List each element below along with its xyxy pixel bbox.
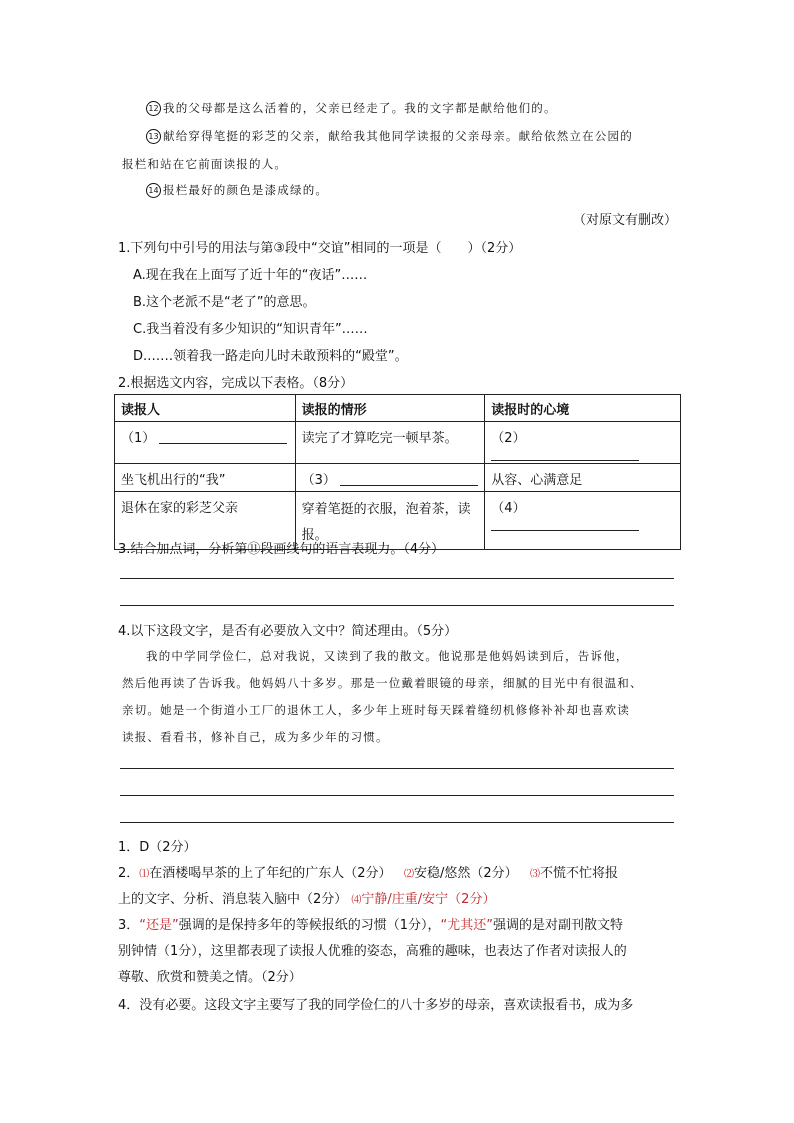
answer-line[interactable] xyxy=(120,795,674,796)
answer-marker: ⑷ xyxy=(351,895,362,906)
quoted-word: “尤其还” xyxy=(440,918,494,933)
circled-number: 12 xyxy=(146,101,161,116)
reading-table xyxy=(114,394,681,550)
question-4-passage-line: 我的中学同学俭仁，总对我说，又读到了我的散文。他说那是他妈妈读到后，告诉他， xyxy=(146,649,629,663)
answer-blank[interactable] xyxy=(491,516,639,531)
passage-paragraph-13: 13 献给穿得笔挺的彩芝的父亲，献给我其他同学读报的父亲母亲。献给依然立在公园的 xyxy=(146,128,633,144)
answer-1: 1．D（2分） xyxy=(118,840,197,855)
question-3-stem: 3.结合加点词，分析第⑪段画线句的语言表现力。（4分） xyxy=(118,542,445,557)
question-1-option-c: C.我当着没有多少知识的“知识青年”…… xyxy=(133,322,368,337)
answer-line[interactable] xyxy=(120,768,674,769)
circled-number: 13 xyxy=(146,129,161,144)
table-cell: 坐飞机出行的“我” xyxy=(115,464,296,492)
question-4-passage-line: 读报、看看书，修补自己，成为多少年的习惯。 xyxy=(122,730,389,744)
answer-3-line-1: 3．“还是”强调的是保持多年的等候报纸的习惯（1分），“尤其还”强调的是对副刊散文特 xyxy=(118,918,624,933)
answer-line[interactable] xyxy=(120,578,674,579)
answer-line[interactable] xyxy=(120,605,674,606)
table-header: 读报人 xyxy=(115,395,296,422)
question-2-stem: 2.根据选文内容，完成以下表格。（8分） xyxy=(118,376,354,391)
table-cell: （1） xyxy=(121,431,156,446)
answer-2-line-2: 上的文字、分析、消息装入脑中（2分） ⑷宁静/庄重/安宁（2分） xyxy=(118,892,496,907)
question-1-option-b: B.这个老派不是“老了”的意思。 xyxy=(133,295,316,310)
question-1-stem: 1.下列句中引号的用法与第③段中“交谊”相同的一项是（ ）（2分） xyxy=(118,241,522,256)
answer-marker: ⑵ xyxy=(403,869,414,880)
table-row xyxy=(115,422,681,464)
answer-line[interactable] xyxy=(120,822,674,823)
answer-3-line-3: 尊敬、欣赏和赞美之情。（2分） xyxy=(118,970,302,985)
table-cell: （2） xyxy=(491,431,526,446)
circled-number: 14 xyxy=(146,183,161,198)
table-cell: 退休在家的彩芝父亲 xyxy=(115,492,296,550)
table-header: 读报时的心境 xyxy=(485,395,681,422)
quoted-word: “还是” xyxy=(139,918,179,933)
answer-marker: ⑴ xyxy=(139,869,150,880)
question-1-option-a: A.现在我在上面写了近十年的“夜话”…… xyxy=(133,268,368,283)
answer-3-line-2: 别钟情（1分），这里都表现了读报人优雅的姿态，高雅的趣味，也表达了作者对读报人的 xyxy=(118,944,627,959)
table-cell: （3） xyxy=(301,473,336,488)
table-cell: 读完了才算吃完一顿早茶。 xyxy=(295,422,485,464)
answer-blank[interactable] xyxy=(159,429,287,444)
answer-2-line-1: 2．⑴在酒楼喝早茶的上了年纪的广东人（2分） ⑵安稳/悠然（2分） ⑶不慌不忙将报 xyxy=(118,866,619,881)
table-cell: （4） xyxy=(491,501,526,516)
answer-4-line-1: 4．没有必要。这段文字主要写了我的同学俭仁的八十多岁的母亲，喜欢读报看书，成为多 xyxy=(118,998,634,1013)
question-4-stem: 4.以下这段文字，是否有必要放入文中？简述理由。（5分） xyxy=(118,624,458,639)
question-1-option-d: D.……领着我一路走向儿时未敢预料的“殿堂”。 xyxy=(133,349,408,364)
table-cell: 从容、心满意足 xyxy=(485,464,681,492)
question-4-passage-line: 然后他再读了告诉我。他妈妈八十多岁。那是一位戴着眼镜的母亲，细腻的目光中有很温和、 xyxy=(122,676,643,690)
question-4-passage-line: 亲切。她是一个街道小工厂的退休工人，多少年上班时每天踩着缝纫机修修补补却也喜欢读 xyxy=(122,703,630,717)
passage-paragraph-13-cont: 报栏和站在它前面读报的人。 xyxy=(122,157,288,171)
answer-marker: ⑶ xyxy=(530,869,541,880)
table-row xyxy=(115,464,681,492)
passage-paragraph-14: 14 报栏最好的颜色是漆成绿的。 xyxy=(146,182,328,198)
answer-blank[interactable] xyxy=(340,471,478,486)
table-header: 读报的情形 xyxy=(295,395,485,422)
passage-paragraph-12: 12 我的父母都是这么活着的，父亲已经走了。我的文字都是献给他们的。 xyxy=(146,100,557,116)
table-header-row xyxy=(115,395,681,422)
answer-blank[interactable] xyxy=(491,446,639,461)
source-note: （对原文有删改） xyxy=(573,213,678,228)
table-cell: 穿着笔挺的衣服，泡着茶，读报。 xyxy=(295,492,485,550)
